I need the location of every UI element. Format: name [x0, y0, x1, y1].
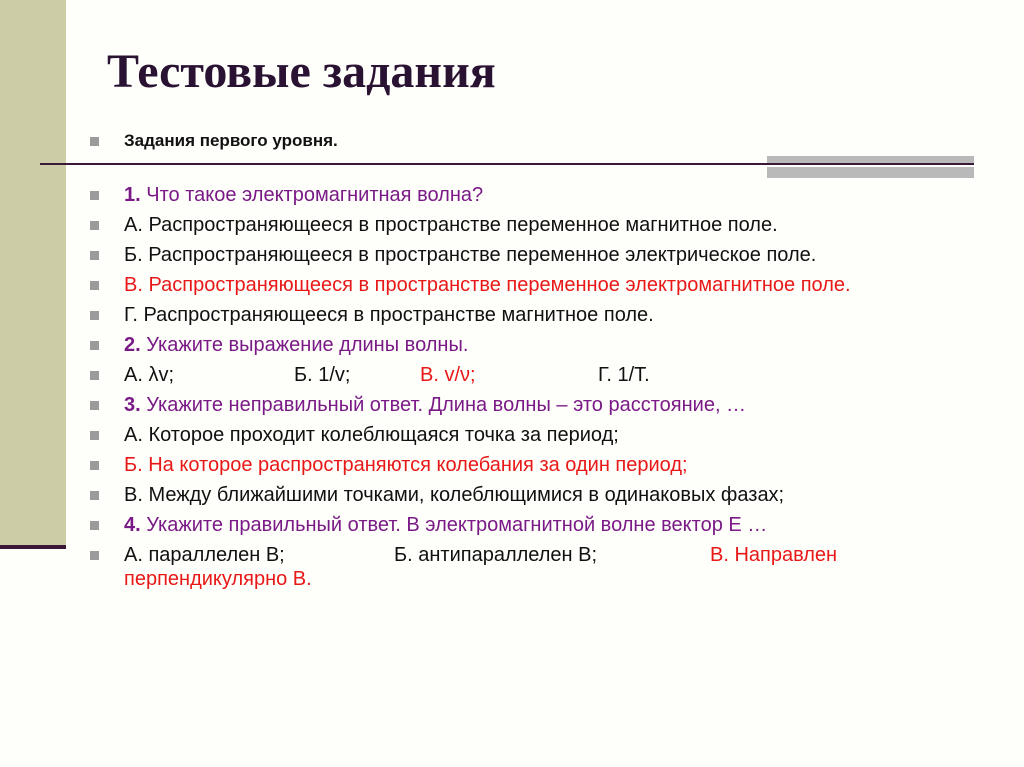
- question-text: Что такое электромагнитная волна?: [140, 184, 484, 206]
- square-bullet-icon: [90, 551, 99, 560]
- question-text: Укажите выражение длины волны.: [140, 334, 469, 356]
- side-accent-bar: [0, 0, 66, 548]
- answer-text: А. параллелен В;: [124, 544, 285, 566]
- square-bullet-icon: [90, 341, 99, 350]
- answer-option-correct: [90, 273, 970, 297]
- answer-text: Б. антипараллелен В;: [394, 544, 598, 566]
- question-1: [90, 183, 970, 207]
- answer-option: [90, 213, 970, 237]
- answer-option: [90, 243, 970, 267]
- square-bullet-icon: [90, 431, 99, 440]
- question-3: [90, 393, 970, 417]
- answer-text: Г. Распространяющееся в пространстве магнитное поле.: [124, 304, 654, 326]
- subtitle-row: [90, 131, 338, 151]
- answer-text: В. Между ближайшими точками, колеблющимися в одинаковых фазах;: [124, 484, 785, 506]
- answer-options-row: [90, 543, 970, 591]
- answer-text: А. Которое проходит колеблющаяся точка за период;: [124, 424, 619, 446]
- answer-option: [90, 483, 970, 507]
- question-number: 4.: [124, 514, 141, 536]
- slide-title: Тестовые задания: [107, 45, 496, 98]
- question-number: 2.: [124, 334, 141, 356]
- answer-text: А. Распространяющееся в пространстве переменное магнитное поле.: [124, 214, 778, 236]
- square-bullet-icon: [90, 371, 99, 380]
- title-divider: [40, 163, 974, 165]
- square-bullet-icon: [90, 281, 99, 290]
- answer-option-correct: [90, 453, 970, 477]
- questions-list: [90, 183, 970, 597]
- answer-text-correct: В. Направлен перпендикулярно В.: [124, 544, 838, 590]
- square-bullet-icon: [90, 401, 99, 410]
- answer-text-correct: В. v/ν;: [420, 364, 476, 386]
- square-bullet-icon: [90, 221, 99, 230]
- side-accent-line: [0, 545, 66, 549]
- answer-text: А. λv;: [124, 364, 175, 386]
- answer-text: Б. Распространяющееся в пространстве переменное электрическое поле.: [124, 244, 817, 266]
- slide-subtitle: Задания первого уровня.: [124, 131, 338, 150]
- square-bullet-icon: [90, 461, 99, 470]
- question-text: Укажите неправильный ответ. Длина волны – это расстояние, …: [140, 394, 747, 416]
- answer-text: Г. 1/Т.: [598, 364, 650, 386]
- question-number: 1.: [124, 184, 141, 206]
- square-bullet-icon: [90, 251, 99, 260]
- answer-text: В. Распространяющееся в пространстве переменное электромагнитное поле.: [124, 274, 851, 296]
- question-number: 3.: [124, 394, 141, 416]
- answer-options-row: [90, 363, 970, 387]
- square-bullet-icon: [90, 491, 99, 500]
- square-bullet-icon: [90, 521, 99, 530]
- answer-text: Б. На которое распространяются колебания за один период;: [124, 454, 688, 476]
- question-2: [90, 333, 970, 357]
- square-bullet-icon: [90, 137, 99, 146]
- square-bullet-icon: [90, 311, 99, 320]
- decorative-gray-band: [767, 156, 974, 178]
- square-bullet-icon: [90, 191, 99, 200]
- question-text: Укажите правильный ответ. В электромагнитной волне вектор Е …: [140, 514, 768, 536]
- answer-option: [90, 423, 970, 447]
- answer-option: [90, 303, 970, 327]
- answer-text: Б. 1/v;: [294, 364, 351, 386]
- question-4: [90, 513, 970, 537]
